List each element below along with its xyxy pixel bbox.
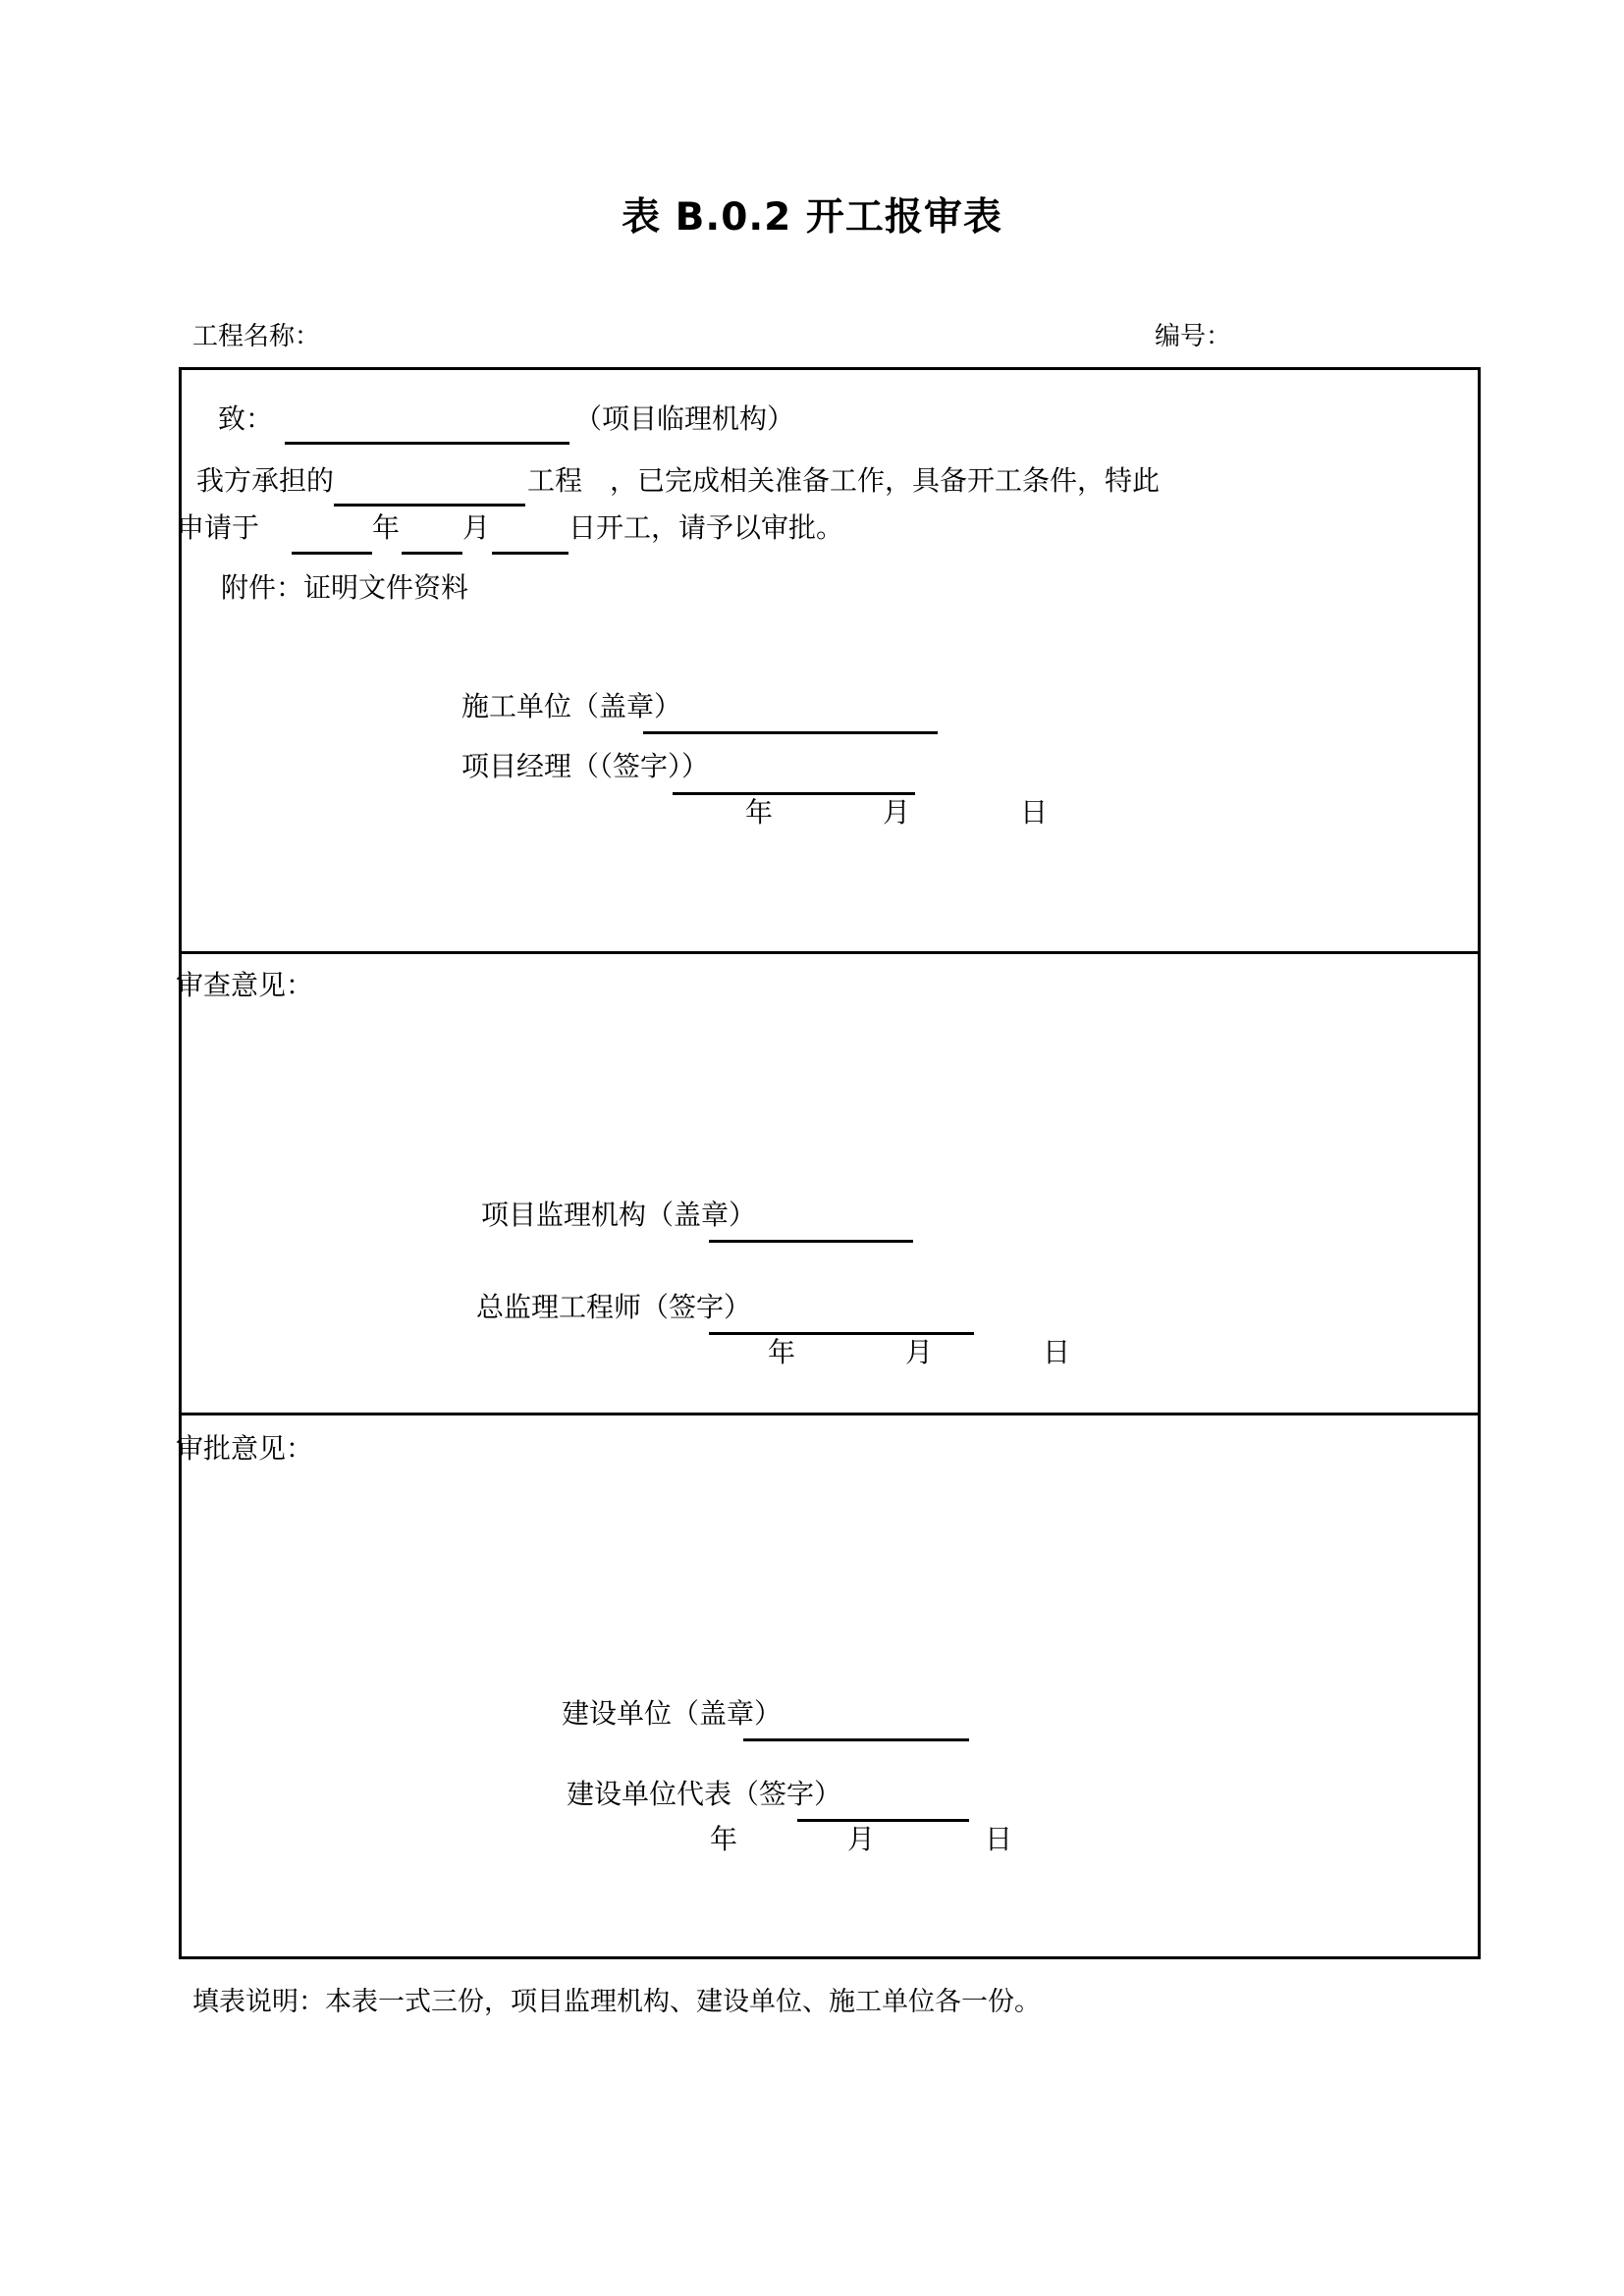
owner-representative-signature-blank[interactable] bbox=[797, 1819, 969, 1822]
chief-engineer-signature-blank[interactable] bbox=[709, 1332, 974, 1335]
section-review bbox=[176, 954, 1478, 1415]
to-label: 致： bbox=[218, 402, 274, 435]
to-org-blank[interactable] bbox=[285, 442, 569, 445]
project-name-label: 工程名称： bbox=[192, 322, 321, 351]
approval-opinion-label: 审批意见： bbox=[176, 1432, 314, 1465]
start-year-blank[interactable] bbox=[292, 552, 372, 555]
project-manager-signature-blank[interactable] bbox=[673, 792, 915, 795]
project-manager-label: 项目经理（（签字）） bbox=[461, 750, 710, 782]
approval-date-line: 年 月 日 bbox=[710, 1823, 1013, 1855]
applicant-date-line: 年 月 日 bbox=[745, 796, 1049, 828]
start-month-blank[interactable] bbox=[402, 552, 462, 555]
start-month-unit: 月 bbox=[462, 511, 491, 544]
paragraph2-suffix: 日开工，请予以审批。 bbox=[568, 511, 844, 544]
supervision-org-seal-blank[interactable] bbox=[709, 1240, 913, 1243]
section-applicant bbox=[177, 370, 1478, 954]
construction-unit-seal-blank[interactable] bbox=[643, 731, 938, 734]
start-year-unit: 年 bbox=[372, 511, 401, 544]
form-table bbox=[176, 367, 1481, 1959]
form-number-label: 编号： bbox=[1155, 322, 1232, 351]
owner-unit-seal-blank[interactable] bbox=[743, 1738, 969, 1741]
owner-unit-label: 建设单位（盖章） bbox=[562, 1697, 783, 1730]
chief-engineer-label: 总监理工程师（签字） bbox=[476, 1291, 752, 1323]
attachment-line: 附件：证明文件资料 bbox=[221, 571, 469, 604]
owner-representative-label: 建设单位代表（签字） bbox=[567, 1778, 842, 1810]
page-title: 表 B.0.2 开工报审表 bbox=[622, 195, 1002, 240]
header-labels-row bbox=[179, 316, 1481, 349]
project-name-blank[interactable] bbox=[334, 504, 525, 507]
section-approval bbox=[176, 1415, 1478, 1956]
review-opinion-label: 审查意见： bbox=[176, 969, 314, 1001]
paragraph1-prefix: 我方承担的 bbox=[196, 464, 335, 497]
supervision-org-label: 项目监理机构（盖章） bbox=[481, 1199, 757, 1231]
review-date-line: 年 月 日 bbox=[768, 1336, 1071, 1368]
footer-note: 填表说明：本表一式三份，项目监理机构、建设单位、施工单位各一份。 bbox=[192, 1987, 1041, 2017]
construction-unit-label: 施工单位（盖章） bbox=[461, 690, 682, 722]
paragraph1-suffix: 工程 ，已完成相关准备工作，具备开工条件，特此 bbox=[527, 464, 1161, 497]
paragraph2-prefix: 申请于 bbox=[177, 511, 260, 544]
start-day-blank[interactable] bbox=[492, 552, 568, 555]
to-org-suffix: （项目临理机构） bbox=[574, 402, 795, 435]
